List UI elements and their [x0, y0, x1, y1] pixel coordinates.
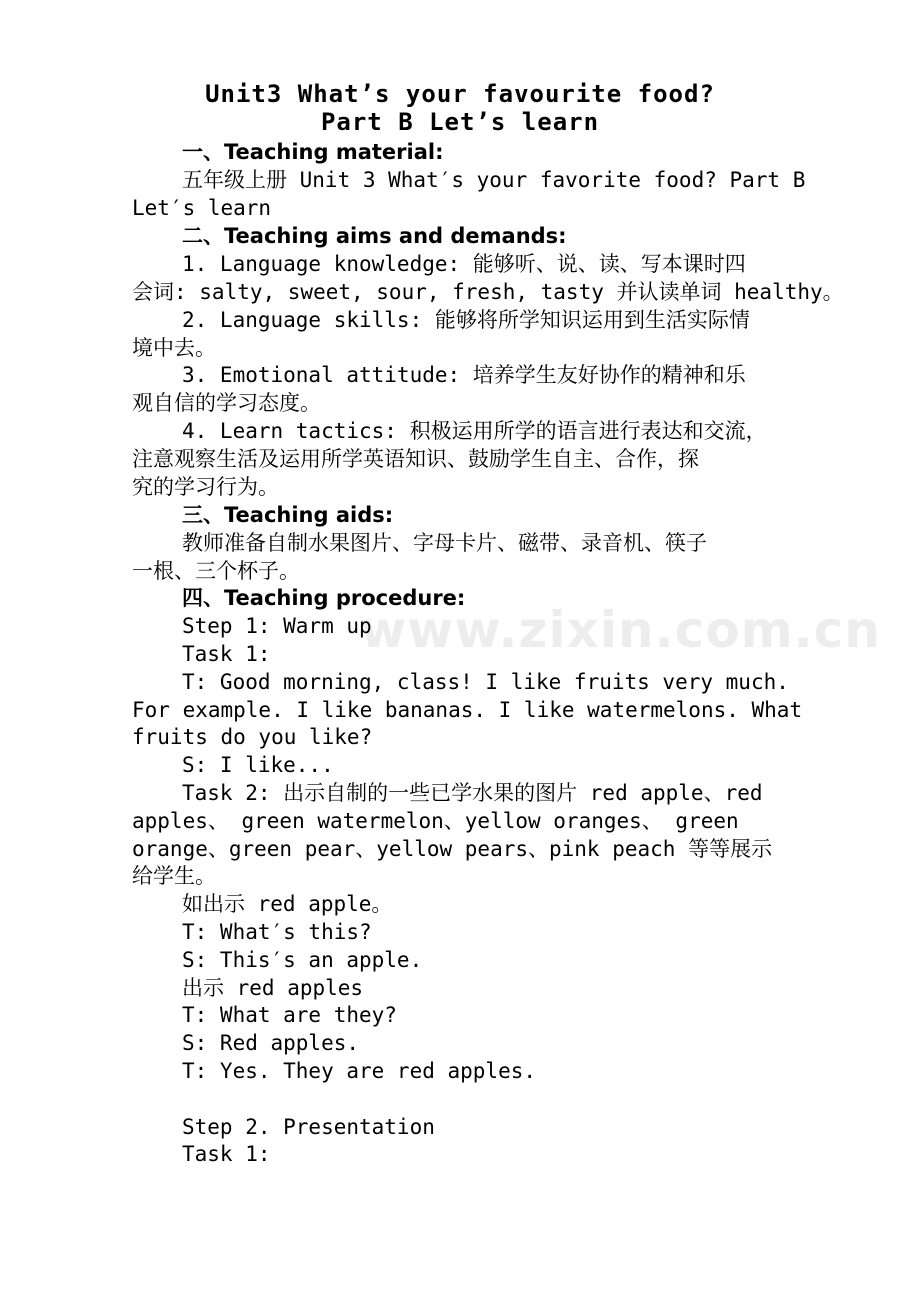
material-line-1: 五年级上册 Unit 3 What′s your favorite food? Part B — [182, 168, 806, 192]
heading-aims: 二、Teaching aims and demands: — [182, 224, 567, 248]
dialogue-q1: T: What′s this? — [182, 920, 372, 944]
show-red-apple: 如出示 red apple。 — [182, 892, 393, 916]
aim4-line-2: 注意观察生活及运用所学英语知识、鼓励学生自主、合作，探 — [132, 447, 699, 471]
dialogue-a2: S: Red apples. — [182, 1031, 360, 1055]
doc-title-line1: Unit3 What’s your favourite food? — [205, 80, 715, 108]
heading-aids: 三、Teaching aids: — [182, 503, 394, 527]
teacher-line-3: fruits do you like? — [132, 725, 373, 749]
material-line-2: Let′s learn — [132, 196, 272, 220]
aim2-line-1: 2. Language skills: 能够将所学知识运用到生活实际情 — [182, 308, 750, 332]
task2-line-1: Task 2: 出示自制的一些已学水果的图片 red apple、red — [182, 781, 763, 805]
task2-line-4: 给学生。 — [132, 864, 216, 888]
teacher-line-1: T: Good morning, class! I like fruits very much. — [182, 670, 789, 694]
show-red-apples: 出示 red apples — [182, 976, 364, 1000]
aim1-line-1: 1. Language knowledge: 能够听、说、读、写本课时四 — [182, 252, 746, 276]
aim1-line-2: 会词: salty, sweet, sour, fresh, tasty 并认读单词 healthy。 — [132, 280, 844, 304]
task2-line-3: orange、green pear、yellow pears、pink peach 等等展示 — [132, 837, 773, 861]
watermark: www.zixin.com.cn — [360, 601, 881, 659]
heading-procedure: 四、Teaching procedure: — [182, 586, 466, 610]
aim2-line-2: 境中去。 — [132, 336, 216, 360]
aids-line-2: 一根、三个杯子。 — [132, 559, 300, 583]
task2-line-2: apples、 green watermelon、yellow oranges、 green — [132, 809, 739, 833]
aim3-line-2: 观自信的学习态度。 — [132, 391, 321, 415]
aim4-line-3: 究的学习行为。 — [132, 475, 279, 499]
doc-title-line2: Part B Let’s learn — [320, 108, 600, 136]
step2-task1-label: Task 1: — [182, 1142, 271, 1166]
aids-line-1: 教师准备自制水果图片、字母卡片、磁带、录音机、筷子 — [182, 531, 707, 555]
aim3-line-1: 3. Emotional attitude: 培养学生友好协作的精神和乐 — [182, 363, 746, 387]
dialogue-q3: T: Yes. They are red apples. — [182, 1059, 537, 1083]
dialogue-q2: T: What are they? — [182, 1003, 397, 1027]
step1-title: Step 1: Warm up — [182, 614, 372, 638]
aim4-line-1: 4. Learn tactics: 积极运用所学的语言进行表达和交流， — [182, 419, 767, 443]
heading-teaching-material: 一、Teaching material: — [182, 140, 444, 164]
dialogue-a1: S: This′s an apple. — [182, 948, 423, 972]
task1-label: Task 1: — [182, 642, 271, 666]
step2-title: Step 2. Presentation — [182, 1115, 435, 1139]
teacher-line-2: For example. I like bananas. I like watermelons. What — [132, 698, 803, 722]
student-line-1: S: I like... — [182, 753, 334, 777]
